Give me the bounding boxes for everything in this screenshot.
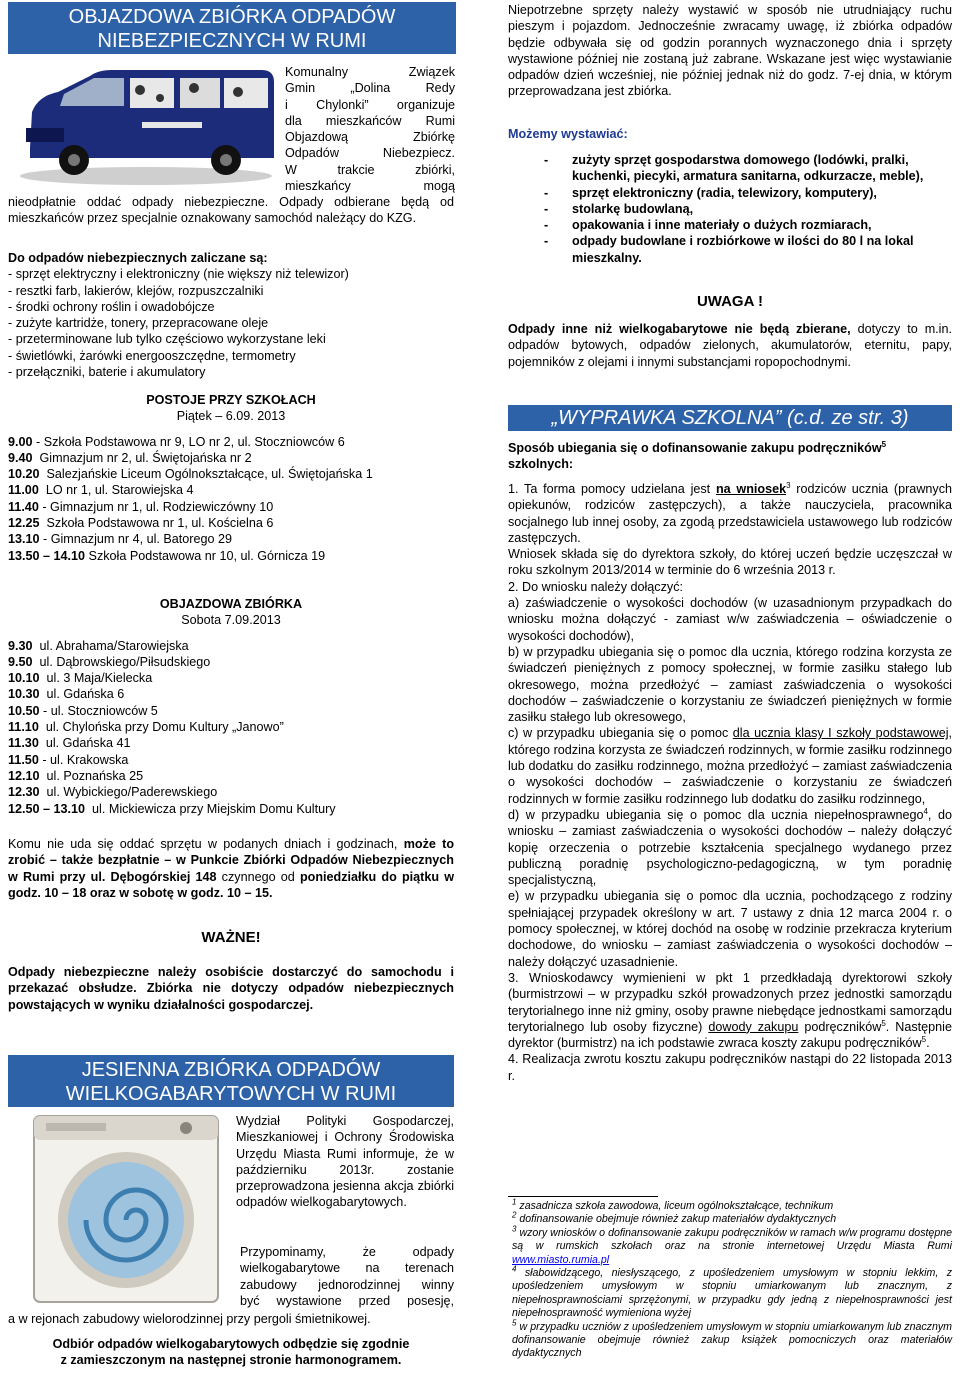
schedule-row: 11.40 - Gimnazjum nr 1, ul. Rodziewiczówny 10 <box>8 499 274 514</box>
left-column <box>8 0 456 1368</box>
washing-machine-image <box>26 1112 224 1308</box>
step-2: 2. Do wniosku należy dołączyć: <box>508 579 683 594</box>
uwaga-text: Odpady inne niż wielkogabarytowe nie będą zbierane, dotyczy to m.in. odpadów bytowych, odpadów zielonych, akumulatorów, eternitu, papy, pojemników z olejami i innymi substancjami ropopochodnymi. <box>508 322 952 369</box>
waste-item: - resztki farb, lakierów, klejów, rozpuszczalniki <box>8 283 264 298</box>
mobile-title: OBJAZDOWA ZBIÓRKA <box>159 597 303 611</box>
footnote: $^5$ w przypadku uczniów z upośledzeniem umysłowym w stopniu umiarkowanym lub znacznym dofinansowanie obejmuje również zakup książek pomocniczych oraz materiałów dydaktycznych <box>512 1318 952 1360</box>
subsidy-body <box>508 481 952 1084</box>
schedule-row: 13.10 - Gimnazjum nr 4, ul. Batorego 29 <box>8 532 233 547</box>
step-1: 1. Ta forma pomocy udzielana jest na wniosek$^3$ rodziców ucznia (prawnych opiekunów, rodziców zastępczych), a także nauczyciela, pracownika socjalnego lub innej osoby, za zgodą przedstawiciela ustawowego lub rodziców zastępczych. <box>508 480 953 545</box>
can-heading: Możemy wystawiać: <box>508 127 628 141</box>
closing-note: Odbiór odpadów wielkogabarytowych odbędzie się zgodnie z zamieszczonym na następnej stronie harmonogramem. <box>52 1337 410 1368</box>
waste-item: - przeterminowane lub tylko częściowo wykorzystane leki <box>8 332 326 347</box>
schedule-row: 10.50 - ul. Stoczniowców 5 <box>8 703 158 718</box>
banner-line: JESIENNA ZBIÓRKA ODPADÓW <box>81 1059 381 1081</box>
waste-item: - zużyte kartridże, tonery, przepracowane oleje <box>8 316 269 331</box>
autumn-collection-text: Wydział Polityki Gospodarczej, Mieszkaniowej i Ochrony Środowiska Urzędu Miasta Rumi informuje, że w październiku 2013r. zostanie przeprowadzona jesienna akcja zbiórki odpadów wielkogabarytowych. <box>236 1114 454 1210</box>
mobile-schedule <box>8 596 454 817</box>
schools-title: POSTOJE PRZY SZKOŁACH <box>146 393 316 407</box>
waste-item: - sprzęt elektryczny i elektroniczny (nie większy niż telewizor) <box>8 267 349 282</box>
banner-line: NIEBEZPIECZNYCH W RUMI <box>97 30 367 52</box>
schedule-row: 12.30 ul. Wybickiego/Paderewskiego <box>8 785 218 800</box>
can-item: - odpady budowlane i rozbiórkowe w ilości do 80 l na lokal mieszkalny. <box>536 233 932 266</box>
can-item: - sprzęt elektroniczny (radia, telewizory, komputery), <box>536 185 932 201</box>
footnote: $^3$ wzory wniosków o dofinansowanie zakupu podręczników w ramach w/w programu dostępne są w rumskich szkołach oraz na stronie internetowej Urzędu Miasta Rumi www.miasto.rumia.pl <box>512 1224 952 1266</box>
schedule-row: 10.10 ul. 3 Maja/Kielecka <box>8 671 153 686</box>
subsidy-heading: Sposób ubiegania się o dofinansowanie zakupu podręczników$^5$ szkolnych: <box>508 439 887 472</box>
waste-item: - przełączniki, baterie i akumulatory <box>8 365 206 380</box>
step-4: 4. Realizacja zwrotu kosztu zakupu podręczników nastąpi do 22 listopada 2013 r. <box>508 1052 952 1083</box>
schedule-row: 11.30 ul. Gdańska 41 <box>8 736 131 751</box>
placement-rules: Niepotrzebne sprzęty należy wystawić w sposób nie utrudniający ruchu pieszym i pojazdom. Jednocześnie zwracamy uwagę, iż zbiórka odpadów będzie odbywała się od godzin porannych wyznaczonego dnia i sprzęty wystawione później nie zostaną już zabrane. Wskazane jest więc wystawianie odpadów dzień wcześniej, nie później jednak niż do godz. 7-ej dnia, w którym przeprowadzana jest zbiórka. <box>508 3 952 99</box>
schedule-row: 12.25 Szkoła Podstawowa nr 1, ul. Kościelna 6 <box>8 516 274 531</box>
waste-item: - świetlówki, żarówki energooszczędne, termometry <box>8 348 296 363</box>
wazne-heading: WAŻNE! <box>201 929 261 946</box>
schedule-row: 9.30 ul. Abrahama/Starowiejska <box>8 638 189 653</box>
schedule-row: 9.00 - Szkoła Podstawowa nr 9, LO nr 2, ul. Stoczniowców 6 <box>8 434 345 449</box>
schedule-row: 12.50 – 13.10 ul. Mickiewicza przy Miejskim Domu Kultury <box>8 801 336 816</box>
uwaga-heading: UWAGA ! <box>696 293 764 310</box>
banner-line: OBJAZDOWA ZBIÓRKA ODPADÓW <box>68 6 396 28</box>
waste-heading: Do odpadów niebezpiecznych zaliczane są: <box>8 251 268 265</box>
schedule-row: 10.30 ul. Gdańska 6 <box>8 687 125 702</box>
footnote: $^2$ dofinansowanie obejmuje również zakup materiałów dydaktycznych <box>512 1210 837 1226</box>
waste-item: - środki ochrony roślin i owadobójcze <box>8 299 215 314</box>
schedule-row: 11.00 LO nr 1, ul. Starowiejska 4 <box>8 483 194 498</box>
schedule-row: 9.40 Gimnazjum nr 2, ul. Świętojańska nr 2 <box>8 450 252 465</box>
banner-school-kit: „WYPRAWKA SZKOLNA” (c.d. ze str. 3) <box>508 405 952 431</box>
reminder-side-text: Przypominamy, że odpady wielkogabarytowe na terenach zabudowy jednorodzinnej winny być wystawione przed posesję, <box>240 1245 454 1308</box>
van-image <box>12 62 280 186</box>
footnotes <box>508 1197 952 1361</box>
step-2a: a) zaświadczenie o wysokości dochodów (w uzasadnionym przypadkach do wniosku można dołączyć - zamiast w/w zaświadczenia – oświadczenie o wysokości dochodów), <box>508 596 952 643</box>
schedule-row: 13.50 – 14.10 Szkoła Podstawowa nr 10, ul. Górnicza 19 <box>8 548 326 563</box>
reminder-text: a w rejonach zabudowy wielorodzinnej przy pergoli śmietnikowej. <box>8 1312 371 1326</box>
schools-schedule <box>8 392 454 564</box>
schedule-row: 9.50 ul. Dąbrowskiego/Piłsudskiego <box>8 654 211 669</box>
schedule-row: 11.10 ul. Chylońska przy Domu Kultury „Janowo” <box>8 720 284 735</box>
step-3: 3. Wnioskodawcy wymienieni w pkt 1 przedkładają dyrektorowi szkoły (burmistrzowi – w przypadku szkół prowadzonych przez jednostki samorządu terytorialnego inne niż gminy, osoby prawne niebędące jednostkami samorządu terytorialnego lub osoby fizyczne) dowody zakupu podręczników$^5$. Następnie dyrektor (burmistrz) na ich podstawie zwraca koszty zakupu podręczników$^5$. <box>508 970 952 1051</box>
step-1-deadline: Wniosek składa się do dyrektora szkoły, do której uczeń będzie uczęszczał w roku szkolnym 2013/2014 w terminie do 6 września 2013 r. <box>508 547 952 578</box>
schedule-row: 11.50 - ul. Krakowska <box>8 752 129 767</box>
schools-date: Piątek – 6.09. 2013 <box>176 409 286 424</box>
footnote: $^4$ słabowidzącego, niesłyszącego, z upośledzeniem umysłowym w stopniu lekkim, z upośledzeniem umysłowym w stopniu umiarkowanym lub znacznym, z niepełnosprawnościami sprzężonymi, w przypadku gdy jedną z niepełnosprawności jest niepełnosprawność wymieniona wyżej <box>512 1264 952 1320</box>
can-list <box>536 152 932 266</box>
wazne-text: Odpady niebezpieczne należy osobiście dostarczyć do samochodu i przekazać obsłudze. Zbiórka nie dotyczy odpadów niebezpiecznych powstających w wyniku działalności gospodarczej. <box>8 965 454 1012</box>
intro-text: nieodpłatnie oddać odpady niebezpieczne. Odpady odbierane będą od mieszkańców przez specjalnie oznakowany samochód należący do KZG. <box>8 195 454 226</box>
mobile-date: Sobota 7.09.2013 <box>181 613 281 628</box>
step-2e: e) w przypadku ubiegania się o pomoc dla ucznia, pochodzącego z rodziny spełniającej przypadek określony w art. 7 ustawy z dnia 12 marca 2004 r. o pomocy społecznej, w której dochód na osobę w rodzinie przekracza kryterium dochodowe, do wniosku – zamiast zaświadczenia o wysokości dochodów – należy dołączyć uzasadnienie. <box>508 889 952 969</box>
banner-bulky-waste <box>8 1055 454 1107</box>
pszok-info: Komu nie uda się oddać sprzętu w podanych dniach i godzinach, może to zrobić – także bezpłatnie – w Punkcie Zbiórki Odpadów Niebezpiecznych w Rumi przy ul. Dębogórskiej 148 czynnego od poniedziałku do piątku w godz. 10 – 18 oraz w sobotę w godz. 10 – 15. <box>8 837 455 900</box>
city-website-link[interactable]: www.miasto.rumia.pl <box>512 1253 610 1266</box>
can-item: - opakowania i inne materiały o dużych rozmiarach, <box>536 217 932 233</box>
schedule-row: 12.10 ul. Poznańska 25 <box>8 768 144 783</box>
step-2c: c) w przypadku ubiegania się o pomoc dla ucznia klasy I szkoły podstawowej, którego rodzina korzysta ze świadczeń rodzinnych, w formie zasiłku rodzinnego lub dodatku do zasiłku rodzinnego, można przedłożyć – zamiast zaświadczenia o wysokości dochodów – zaświadczenie o korzystaniu ze świadczeń rodzinnych w formie zasiłku rodzinnego lub dodatku do zasiłku rodzinnego, <box>508 726 952 806</box>
can-item: - stolarkę budowlaną, <box>536 201 932 217</box>
footnote-divider <box>508 1196 658 1197</box>
can-item: - zużyty sprzęt gospodarstwa domowego (lodówki, pralki, kuchenki, piecyki, armatura sanitarna, odkurzacze, meble), <box>536 152 932 185</box>
banner-hazardous-waste <box>8 2 456 54</box>
banner-line: WIELKOGABARYTOWYCH W RUMI <box>65 1083 397 1105</box>
step-2d: d) w przypadku ubiegania się o pomoc dla ucznia niepełnosprawnego$^4$, do wniosku – zamiast zaświadczenia o wysokości dochodów – należy dołączyć kopię orzeczenia o potrzebie kształcenia specjalnego wydanego przez publiczną poradnię psychologiczno-pedagogiczną, w tym poradnię specjalistyczną, <box>508 806 952 888</box>
waste-list <box>8 250 454 380</box>
footnote: $^1$ zasadnicza szkoła zawodowa, liceum ogólnokształcące, technikum <box>512 1197 834 1212</box>
intro-side-text: Komunalny Związek Gmin „Dolina Redy i Chylonki” organizuje dla mieszkańców Rumi Objazdową Zbiórkę Odpadów Niebezpiecz. W trakcie zbiórki, mieszkańcy mogą <box>285 65 455 194</box>
schedule-row: 10.20 Salezjańskie Liceum Ogólnokształcące, ul. Świętojańska 1 <box>8 467 373 482</box>
step-2b: b) w przypadku ubiegania się o pomoc dla ucznia, którego rodzina korzysta ze świadczeń pieniężnych z pomocy społecznej, w formie zasiłku stałego lub okresowego, można przedłożyć – zamiast zaświadczenia o wysokości dochodów – zaświadczenie o korzystaniu ze świadczeń pieniężnych w formie zasiłku stałego lub okresowego, <box>508 644 952 725</box>
